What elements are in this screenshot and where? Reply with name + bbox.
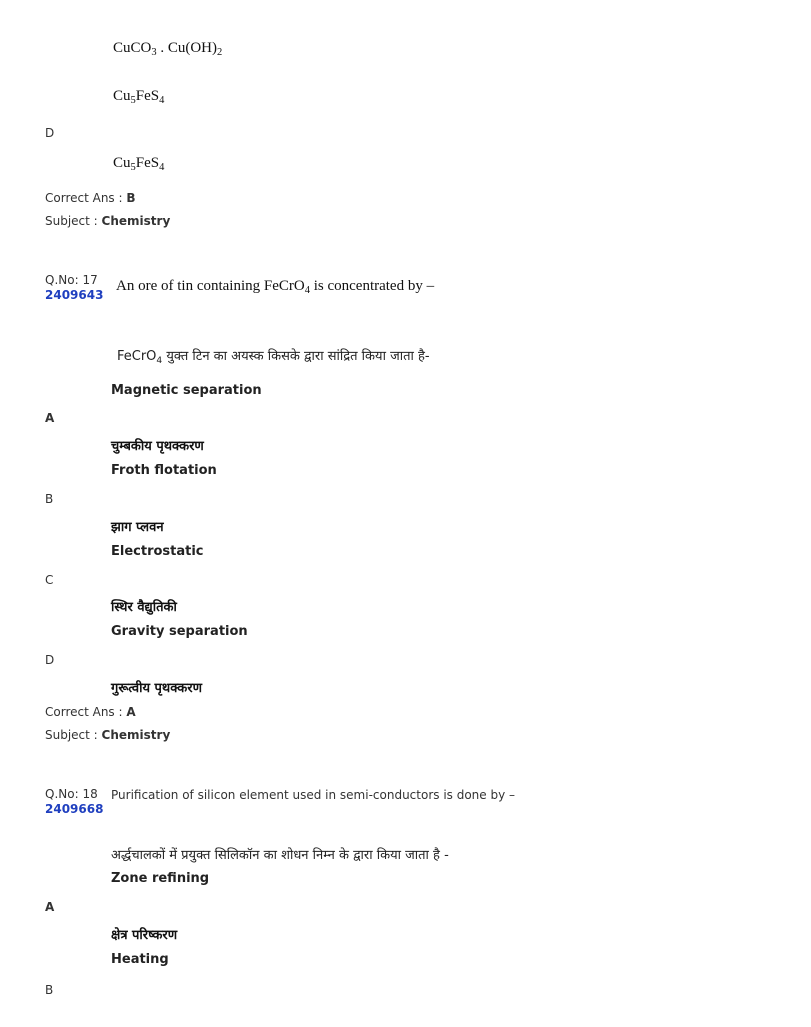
prev-correct-answer: Correct Ans : B — [45, 191, 136, 205]
q17-option-d-english: Gravity separation — [111, 624, 248, 639]
prev-option-d-letter: D — [45, 126, 55, 140]
q18-option-a-hindi: क्षेत्र परिष्करण — [111, 928, 178, 943]
q17-number: Q.No: 17 — [45, 273, 98, 287]
q17-correct-answer: Correct Ans : A — [45, 705, 136, 719]
q18-option-b-letter: B — [45, 983, 54, 997]
prev-option-c-hindi: $Cu_5FeS_4$ — [113, 88, 165, 106]
q18-question-english: Purification of silicon element used in semi-conductors is done by – — [111, 788, 516, 802]
q17-id: 2409643 — [45, 288, 104, 302]
q17-question-hindi: FeCrO$_4$ युक्त टिन का अयस्क किसके द्वारा सांद्रित किया जाता है- — [117, 349, 430, 366]
prev-option-c-english: CuCO$_3$ . $Cu(OH)_2$ — [113, 40, 223, 58]
q17-option-c-hindi: स्थिर वैद्युतिकी — [111, 600, 177, 615]
q17-question-english: An ore of tin containing FeCrO$_4$ is concentrated by – — [116, 278, 435, 296]
q17-option-c-letter: C — [45, 573, 54, 587]
q17-option-d-hindi: गुरूत्वीय पृथक्करण — [111, 681, 203, 696]
q17-option-a-english: Magnetic separation — [111, 383, 262, 398]
q17-option-b-letter: B — [45, 492, 54, 506]
q18-number: Q.No: 18 — [45, 787, 98, 801]
q17-option-b-hindi: झाग प्लवन — [111, 520, 164, 535]
q18-id: 2409668 — [45, 802, 104, 816]
q17-option-b-english: Froth flotation — [111, 463, 217, 478]
q18-option-a-letter: A — [45, 900, 55, 914]
q17-subject: Subject : Chemistry — [45, 728, 171, 742]
q18-question-hindi: अर्द्धचालकों में प्रयुक्त सिलिकॉन का शोधन निम्न के द्वारा किया जाता है - — [111, 848, 449, 863]
prev-subject: Subject : Chemistry — [45, 214, 171, 228]
q18-option-a-english: Zone refining — [111, 871, 210, 886]
q18-option-b-english: Heating — [111, 952, 169, 967]
prev-option-d-english: $Cu_5FeS_4$ — [113, 155, 165, 173]
q17-option-a-hindi: चुम्बकीय पृथक्करण — [111, 439, 204, 454]
q17-option-d-letter: D — [45, 653, 55, 667]
q17-option-c-english: Electrostatic — [111, 544, 204, 559]
q17-option-a-letter: A — [45, 411, 55, 425]
